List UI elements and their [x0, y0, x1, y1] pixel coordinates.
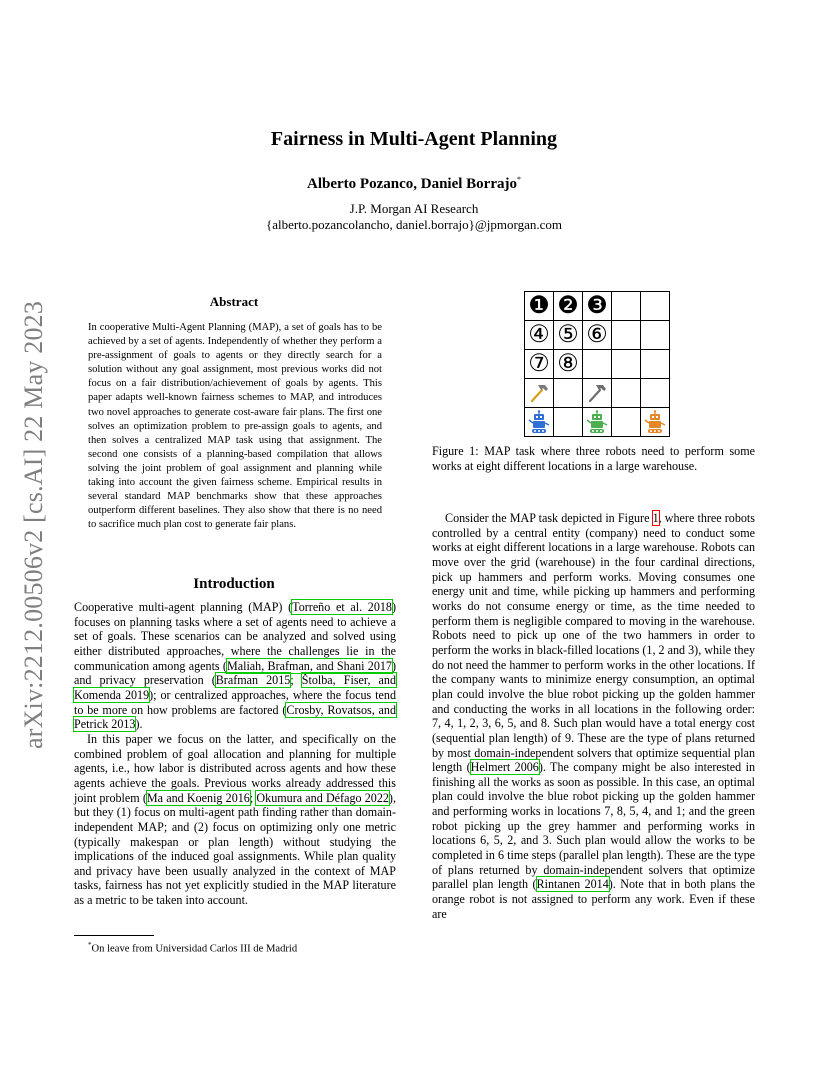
grid-cell	[583, 350, 612, 379]
location-8: ⑧	[557, 351, 579, 377]
author-emails: {alberto.pozancolancho, daniel.borrajo}@jpmorgan.com	[265, 217, 563, 232]
location-1-filled: ❶	[528, 293, 550, 319]
grid-cell	[525, 350, 554, 379]
grid-cell	[583, 292, 612, 321]
location-5: ⑤	[557, 322, 579, 348]
location-7: ⑦	[528, 351, 550, 377]
grid-cell	[554, 350, 583, 379]
right-column-body	[432, 511, 755, 921]
location-6: ⑥	[586, 322, 608, 348]
grid-table	[524, 291, 670, 437]
affiliation-block	[0, 201, 828, 233]
citation-link[interactable]: Torreño et al. 2018	[292, 600, 392, 614]
authors-text: Alberto Pozanco, Daniel Borrajo	[307, 176, 517, 192]
grid-cell	[612, 379, 641, 408]
right-paragraph	[432, 511, 755, 921]
grid-cell	[583, 379, 612, 408]
grid-cell	[641, 408, 670, 437]
grid-cell	[612, 321, 641, 350]
grid-cell	[641, 379, 670, 408]
grid-cell	[583, 321, 612, 350]
text-run: ), but they (1) focus on multi-agent path finding rather than domain-independent MAP; and (2) focus on optimizing only one metric (typically makespan or plan length) without studying the implications of the induced goal assignments. While plan quality and privacy have been usually analyzed in the context of MAP tasks, fairness has not yet explicitly studied in the MAP literature as a metric to be taken into account.	[74, 790, 396, 908]
author-footnote-mark: *	[516, 175, 521, 184]
citation-link[interactable]: Rintanen 2014	[536, 877, 609, 892]
grid-cell	[612, 408, 641, 437]
green-robot-icon	[586, 410, 608, 434]
grid-cell	[554, 379, 583, 408]
grid-cell	[612, 350, 641, 379]
grid-cell	[641, 350, 670, 379]
footnote-mark: *	[88, 941, 92, 949]
footnote-rule	[74, 935, 154, 936]
citation-link[interactable]: Helmert 2006	[470, 760, 539, 775]
grid-cell	[641, 292, 670, 321]
citation-link[interactable]: Brafman 2015	[215, 673, 291, 688]
citation-link[interactable]: Okumura and Défago 2022	[256, 790, 389, 805]
introduction-heading: Introduction	[193, 576, 275, 592]
grid-cell	[554, 321, 583, 350]
affiliation: J.P. Morgan AI Research	[349, 201, 479, 216]
figure-1-caption: Figure 1: MAP task where three robots need to perform some works at eight different locations in a large warehouse.	[432, 444, 755, 473]
arxiv-identifier-stamp	[14, 290, 54, 760]
text-run: ). Note that in both plans the orange robot is not assigned to perform any work. Even if these are	[432, 877, 756, 921]
abstract-text: In cooperative Multi-Agent Planning (MAP), a set of goals has to be achieved by a set of agents. Independently of whether they perform a pre-assignment of goals to agents or they directly search for a solution without any goal assignment, most previous works did not focus on a fair distribution/achievement of goals by agents. This paper adapts well-known fairness schemes to MAP, and introduces two novel approaches to generate cost-aware fair plans. The first one solves an optimization problem to pre-assign goals to agents, and then solves a centralized MAP task using that assignment. The second one consists of a planning-based compilation that allows solving the joint problem of goal assignment and planning while taking into account the given fairness scheme. Empirical results in several standard MAP benchmarks show that these approaches outperform different baselines. They also show that there is no need to sacrifice much plan cost to generate fair plans.	[88, 322, 382, 531]
text-run: ). The company might be also interested in finishing all the works as soon as possible. In this case, an optimal plan could involve the blue robot picking up the golden hammer and performing works in locations 7, 8, 5, 4, and 1; and the green robot picking up the grey hammer and performing works in locations 6, 5, 2, and 3. Such plan would allow the works to be completed in 6 time steps (parallel plan length). These are the type of plans returned by domain-independent solvers that optimize parallel plan length (	[432, 760, 755, 892]
location-2-filled: ❷	[557, 293, 579, 319]
grid-cell	[554, 408, 583, 437]
golden-hammer-icon	[528, 382, 550, 404]
grid-cell	[641, 321, 670, 350]
grid-cell	[583, 408, 612, 437]
grid-cell	[525, 379, 554, 408]
grid-cell	[525, 321, 554, 350]
footnote	[88, 939, 388, 956]
citation-link[interactable]: Ma and Koenig 2016	[146, 790, 250, 805]
text-run: ) focuses on planning tasks where a set of agents need to achieve a set of goals. These scenarios can be analyzed and solved using either distributed approaches, where the challenges lie in the communication among agents (	[74, 600, 396, 673]
figure-reference-link[interactable]: 1	[652, 511, 659, 525]
introduction-body	[74, 600, 396, 908]
figure-1-warehouse-grid	[524, 291, 670, 437]
location-4: ④	[528, 322, 550, 348]
paper-title: Fairness in Multi-Agent Planning	[270, 128, 558, 150]
text-run: In this paper we focus on the latter, and specifically on the combined problem of goal allocation and planning for multiple agents, i.e., how labor is distributed across agents and how these agents achieve the goals. Previous works already addressed this joint problem (	[74, 731, 396, 805]
footnote-text: On leave from Universidad Carlos III de Madrid	[91, 943, 298, 955]
text-run: ); or centralized approaches, where the focus tend to be more on how problems are factored (	[74, 687, 396, 717]
arxiv-identifier-text: arXiv:2212.00506v2 [cs.AI] 22 May 2023	[19, 300, 48, 750]
paper-authors	[0, 175, 828, 193]
grid-cell	[554, 292, 583, 321]
grid-cell	[525, 292, 554, 321]
text-run: ).	[135, 717, 143, 732]
text-run: , where three robots controlled by a central entity (company) need to conduct some works at eight different locations in a large warehouse. Robots can move over the grid (warehouse) in the four cardinal directions, pick up hammers and perform works. Moving consumes one energy unit and time, while picking up hammers and performing works do not consume energy or time, as the time needed to perform them is negligible compared to moving in the warehouse. Robots need to pick up one of the two hammers in order to perform the works in black-filled locations (1, 2 and 3), while they do not need the hammer to perform works in the other locations. If the company wants to minimize energy consumption, an optimal plan could involve the blue robot picking up the golden hammer and conducting the works in all locations in the following order: 7, 4, 1, 2, 3, 6, 5, and 8. Such plan would have a total energy cost (sequential plan length) of 9. These are the type of plans returned by most domain-independent solvers that optimize sequential plan length (	[432, 511, 755, 775]
orange-robot-icon	[644, 410, 666, 434]
text-run: Consider the MAP task depicted in Figure	[445, 511, 653, 525]
text-run: ) and privacy preservation (	[74, 658, 397, 688]
text-run: Cooperative multi-agent planning (MAP) (	[74, 600, 293, 614]
citation-link[interactable]: Maliah, Brafman, and Shani 2017	[226, 658, 392, 673]
location-3-filled: ❸	[586, 293, 608, 319]
text-run: ;	[290, 673, 302, 688]
grid-cell	[525, 408, 554, 437]
citation-link[interactable]: Crosby, Rovatsos, and Petrick 2013	[74, 702, 396, 732]
intro-paragraph-2	[74, 732, 396, 908]
blue-robot-icon	[528, 410, 550, 434]
text-run: ;	[249, 790, 257, 805]
grid-cell	[612, 292, 641, 321]
grey-hammer-icon	[586, 382, 608, 404]
abstract-heading: Abstract	[209, 294, 259, 309]
citation-link[interactable]: Štolba, Fiser, and Komenda 2019	[74, 673, 397, 702]
intro-paragraph-1	[74, 600, 396, 732]
